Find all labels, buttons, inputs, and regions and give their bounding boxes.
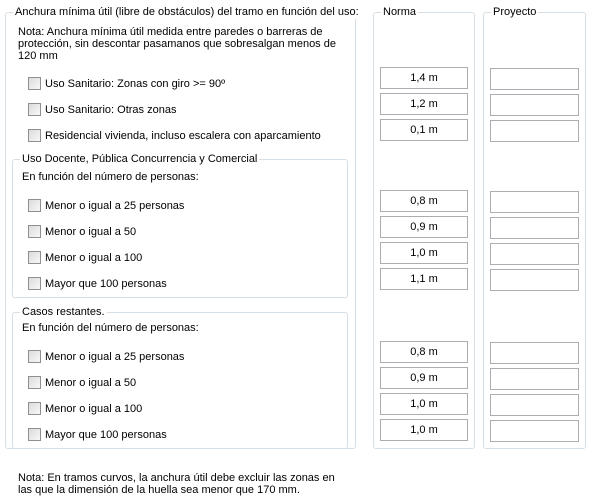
option-label-restantes-mayor-100[interactable]: Mayor que 100 personas [45, 429, 167, 441]
checkbox-restantes-100[interactable] [28, 402, 41, 415]
checkbox-docente-25[interactable] [28, 199, 41, 212]
proyecto-column-header: Proyecto [493, 6, 537, 18]
option-label-docente-mayor-100[interactable]: Mayor que 100 personas [45, 278, 167, 290]
norma-value-sanitario-giro: 1,4 m [380, 67, 468, 89]
checkbox-docente-mayor-100[interactable] [28, 277, 41, 290]
norma-value-docente-50: 0,9 m [380, 216, 468, 238]
checkbox-sanitario-otras[interactable] [28, 103, 41, 116]
norma-value-sanitario-otras: 1,2 m [380, 93, 468, 115]
option-label-docente-25[interactable]: Menor o igual a 25 personas [45, 200, 185, 212]
proyecto-input-restantes-50[interactable] [490, 368, 579, 390]
proyecto-input-restantes-25[interactable] [490, 342, 579, 364]
checkbox-restantes-50[interactable] [28, 376, 41, 389]
norma-value-restantes-50: 0,9 m [380, 367, 468, 389]
main-group-title: Anchura mínima útil (libre de obstáculos) del tramo en función del uso: [15, 6, 359, 18]
checkbox-residencial-vivienda[interactable] [28, 129, 41, 142]
option-label-restantes-25[interactable]: Menor o igual a 25 personas [45, 351, 185, 363]
option-label-residencial-vivienda[interactable]: Residencial vivienda, incluso escalera con aparcamiento [45, 130, 321, 142]
option-label-sanitario-giro[interactable]: Uso Sanitario: Zonas con giro >= 90º [45, 78, 226, 90]
norma-value-restantes-mayor-100: 1,0 m [380, 419, 468, 441]
checkbox-restantes-mayor-100[interactable] [28, 428, 41, 441]
proyecto-input-restantes-100[interactable] [490, 394, 579, 416]
norma-value-docente-25: 0,8 m [380, 190, 468, 212]
proyecto-input-sanitario-giro[interactable] [490, 68, 579, 90]
norma-value-restantes-100: 1,0 m [380, 393, 468, 415]
main-group-note: Nota: Anchura mínima útil medida entre paredes o barreras de protección, sin descontar pasamanos que sobresalgan menos de 120 mm [18, 26, 336, 62]
checkbox-docente-50[interactable] [28, 225, 41, 238]
option-label-sanitario-otras[interactable]: Uso Sanitario: Otras zonas [45, 104, 177, 116]
footer-note: Nota: En tramos curvos, la anchura útil debe excluir las zonas en las que la dimensión de la huella sea menor que 170 mm. [18, 472, 335, 496]
norma-value-restantes-25: 0,8 m [380, 341, 468, 363]
checkbox-docente-100[interactable] [28, 251, 41, 264]
norma-column-header: Norma [383, 6, 417, 18]
proyecto-input-docente-100[interactable] [490, 243, 579, 265]
restantes-group-title: Casos restantes. [22, 306, 105, 318]
docente-group-title: Uso Docente, Pública Concurrencia y Comercial [22, 153, 258, 165]
proyecto-input-docente-25[interactable] [490, 191, 579, 213]
option-label-restantes-100[interactable]: Menor o igual a 100 [45, 403, 143, 415]
proyecto-input-restantes-mayor-100[interactable] [490, 420, 579, 442]
option-label-docente-100[interactable]: Menor o igual a 100 [45, 252, 143, 264]
proyecto-input-sanitario-otras[interactable] [490, 94, 579, 116]
proyecto-input-docente-mayor-100[interactable] [490, 269, 579, 291]
norma-value-residencial-vivienda: 0,1 m [380, 119, 468, 141]
checkbox-restantes-25[interactable] [28, 350, 41, 363]
norma-value-docente-100: 1,0 m [380, 242, 468, 264]
checkbox-sanitario-giro[interactable] [28, 77, 41, 90]
docente-group-subtitle: En función del número de personas: [22, 171, 199, 183]
proyecto-input-residencial-vivienda[interactable] [490, 120, 579, 142]
restantes-group-subtitle: En función del número de personas: [22, 322, 199, 334]
option-label-restantes-50[interactable]: Menor o igual a 50 [45, 377, 137, 389]
proyecto-input-docente-50[interactable] [490, 217, 579, 239]
option-label-docente-50[interactable]: Menor o igual a 50 [45, 226, 137, 238]
norma-value-docente-mayor-100: 1,1 m [380, 268, 468, 290]
